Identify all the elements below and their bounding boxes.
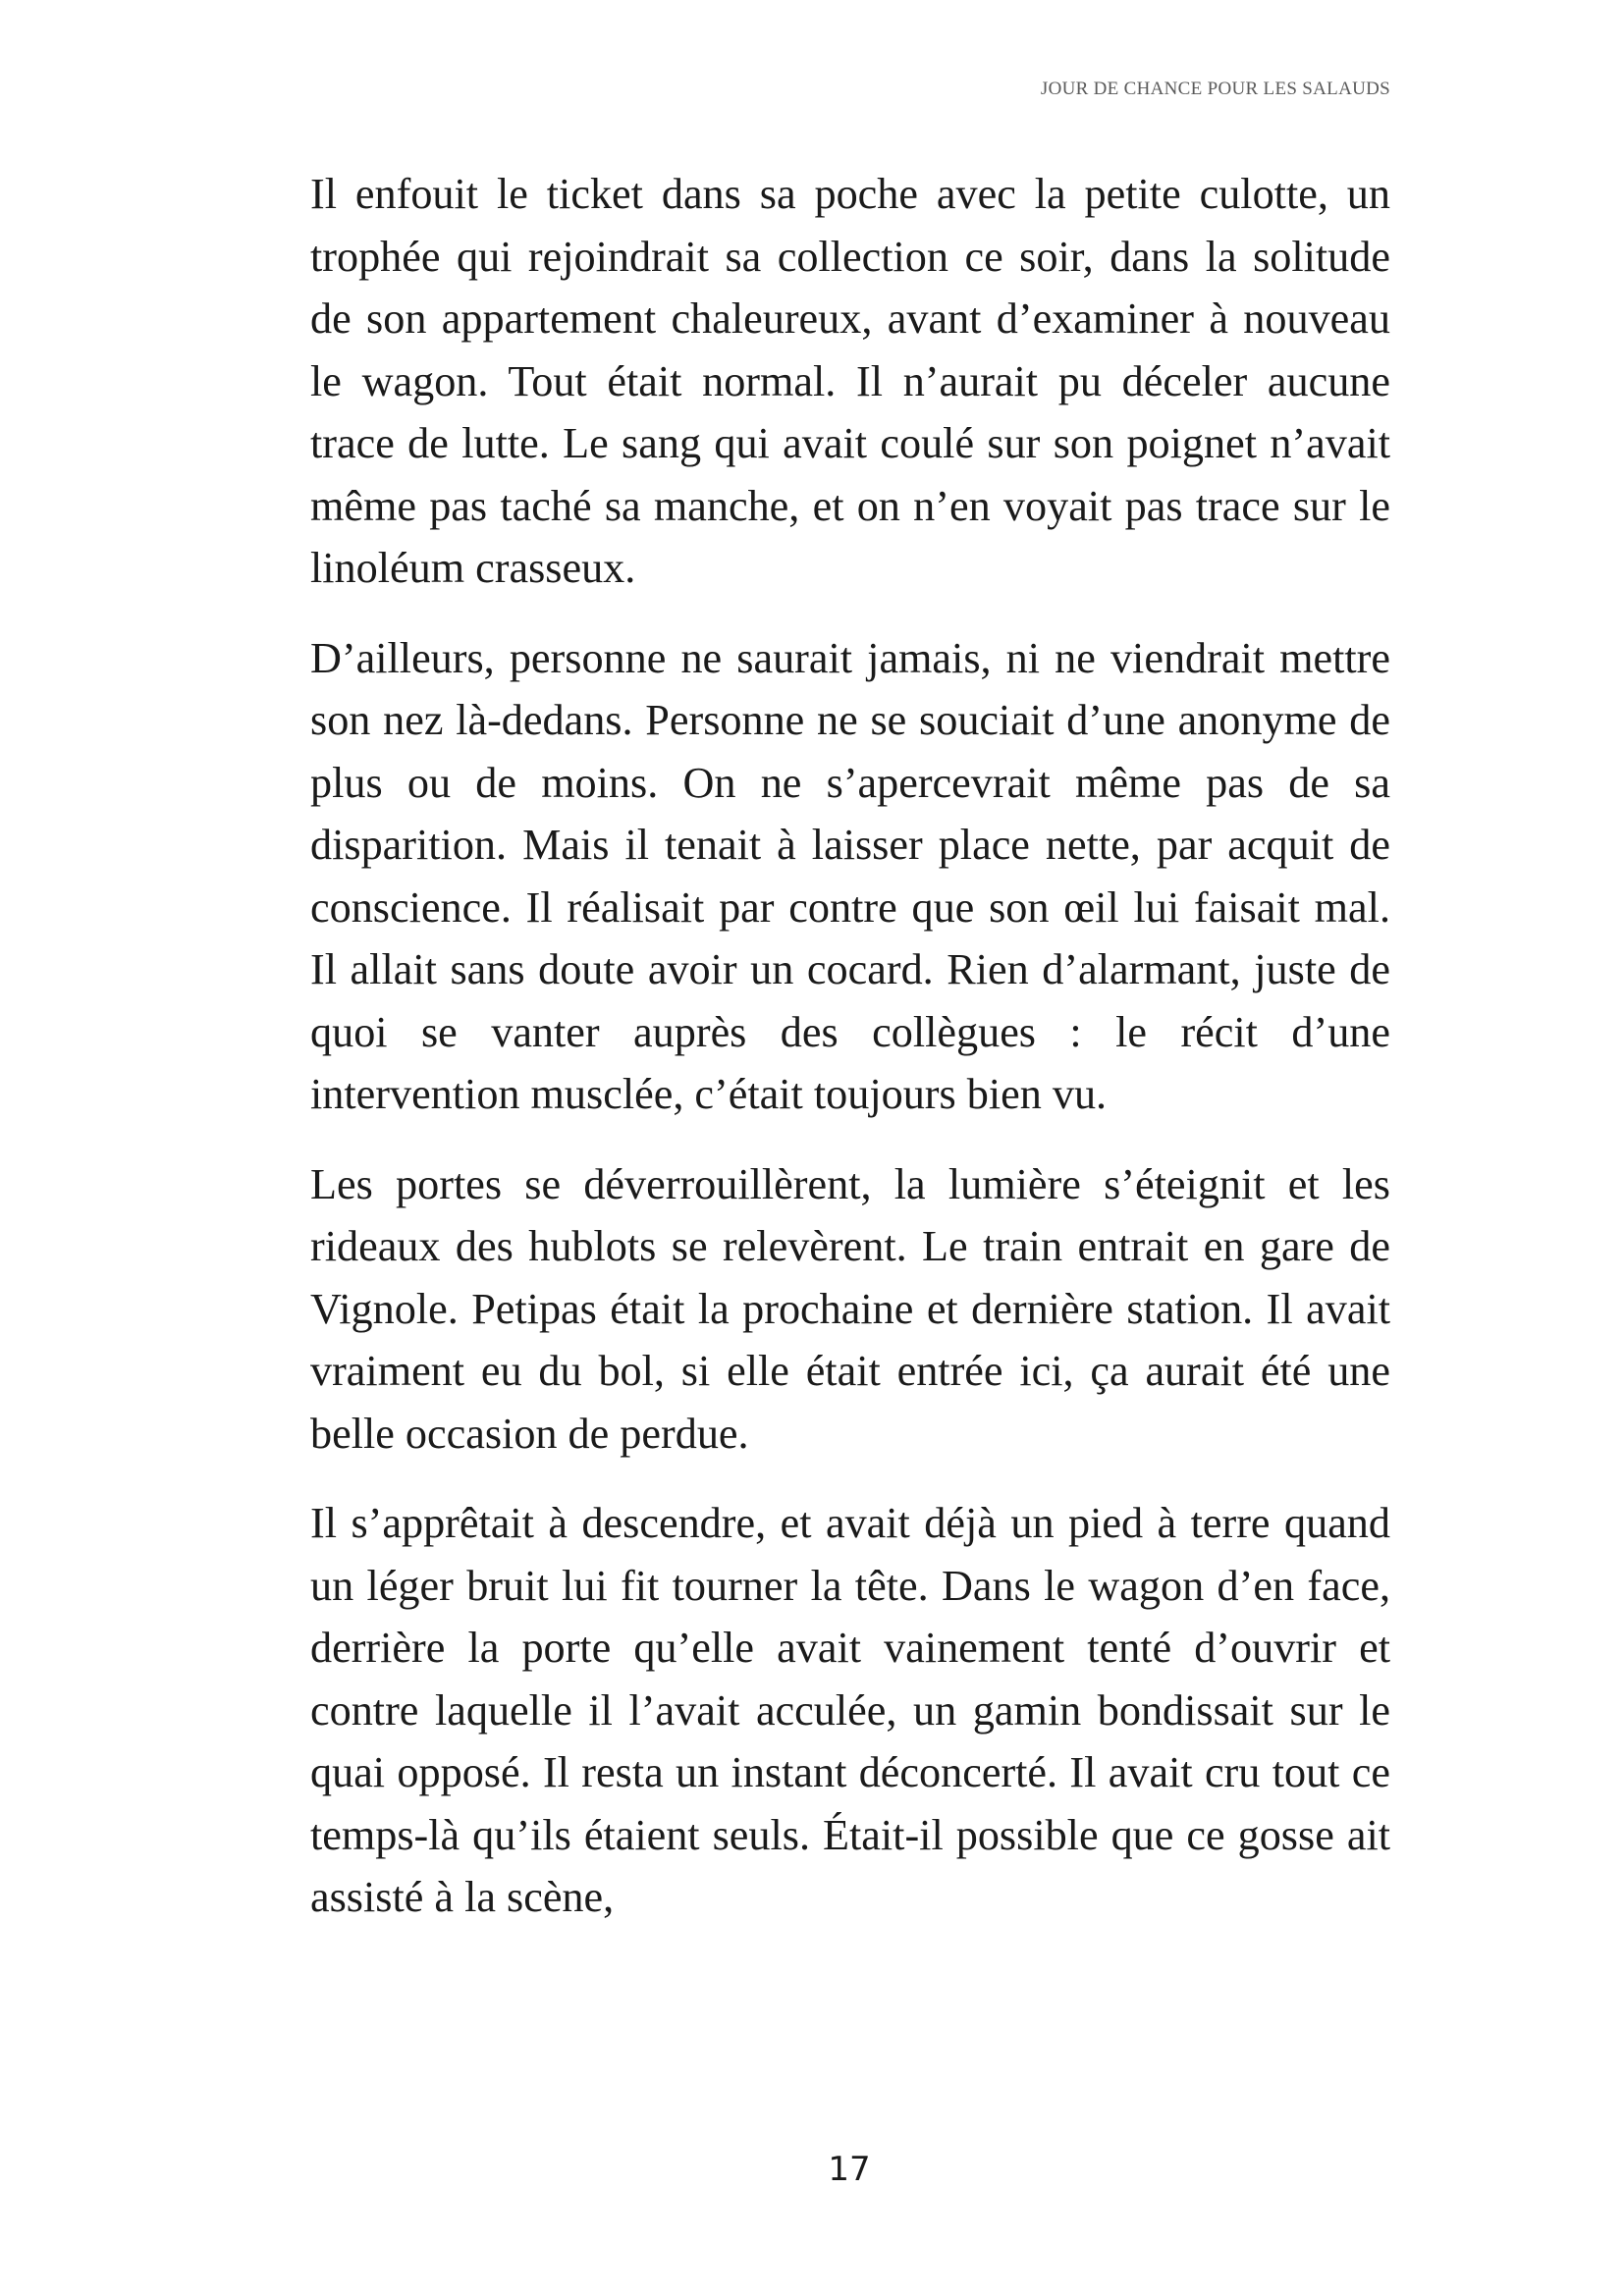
body-text xyxy=(310,163,1390,1956)
paragraph: Les portes se déverrouillèrent, la lumière s’éteignit et les rideaux des hublots se relevèrent. Le train entrait en gare de Vignole. Petipas était la prochaine et dernière station. Il avait vraiment eu du bol, si elle était entrée ici, ça aurait été une belle occasion de perdue. xyxy=(310,1159,1390,1458)
paragraph: Il s’apprêtait à descendre, et avait déjà un pied à terre quand un léger bruit lui fit tourner la tête. Dans le wagon d’en face, derrière la porte qu’elle avait vainement tenté d’ouvrir et contre laquelle il l’avait acculée, un gamin bondissait sur le quai opposé. Il resta un instant déconcerté. Il avait cru tout ce temps-là qu’ils étaient seuls. Était-il possible que ce gosse ait assisté à la scène, xyxy=(310,1499,1390,1921)
paragraph: Il enfouit le ticket dans sa poche avec la petite culotte, un trophée qui rejoindrait sa collection ce soir, dans la solitude de son appartement chaleureux, avant d’examiner à nouveau le wagon. Tout était normal. Il n’aurait pu déceler aucune trace de lutte. Le sang qui avait coulé sur son poignet n’avait même pas taché sa manche, et on n’en voyait pas trace sur le linoléum crasseux. xyxy=(310,170,1390,592)
running-header: JOUR DE CHANCE POUR LES SALAUDS xyxy=(1040,79,1390,99)
page-number: 17 xyxy=(828,2150,871,2189)
paragraph: D’ailleurs, personne ne saurait jamais, ni ne viendrait mettre son nez là-dedans. Personne ne se souciait d’une anonyme de plus ou de moins. On ne s’apercevrait même pas de sa disparition. Mais il tenait à laisser place nette, par acquit de conscience. Il réalisait par contre que son œil lui faisait mal. Il allait sans doute avoir un cocard. Rien d’alarmant, juste de quoi se vanter auprès des collègues : le récit d’une intervention musclée, c’était toujours bien vu. xyxy=(310,633,1390,1118)
